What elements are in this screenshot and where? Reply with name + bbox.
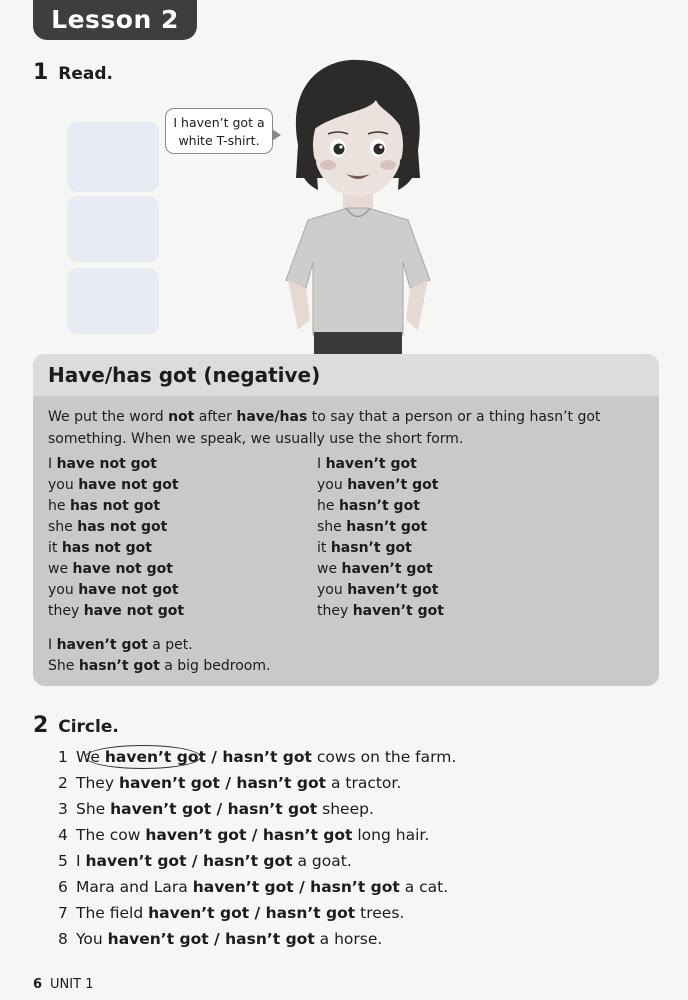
item-text: She xyxy=(76,800,111,818)
verb-form: have not got xyxy=(72,561,173,577)
option-separator: / xyxy=(205,748,223,766)
long-form-row xyxy=(48,475,184,496)
item-text: We xyxy=(76,748,105,766)
example-text: a pet. xyxy=(147,637,193,653)
short-form-row xyxy=(317,496,444,517)
example-text: I xyxy=(48,637,57,653)
verb-form: hasn’t got xyxy=(338,498,420,514)
pronoun: I xyxy=(317,456,322,472)
exercise-item xyxy=(58,900,456,926)
verb-form: have not got xyxy=(83,603,185,619)
pronoun: you xyxy=(48,582,74,598)
item-number: 3 xyxy=(58,800,68,818)
example-text: She xyxy=(48,658,79,674)
exercise-item xyxy=(58,926,456,952)
exercise-item xyxy=(58,744,456,770)
intro-part: after xyxy=(194,409,237,425)
option-2[interactable]: hasn’t got xyxy=(202,852,293,870)
long-form-row xyxy=(48,559,184,580)
bleed-through-box xyxy=(67,268,159,334)
grammar-box xyxy=(33,354,659,686)
verb-form: haven’t got xyxy=(341,561,433,577)
option-1[interactable]: haven’t got xyxy=(118,774,220,792)
section-instruction: Circle. xyxy=(58,717,119,737)
option-1[interactable]: haven’t got xyxy=(145,826,247,844)
item-text: cows on the farm. xyxy=(311,748,457,766)
option-2[interactable]: hasn’t got xyxy=(225,930,315,948)
exercise-list xyxy=(58,744,456,952)
verb-form: hasn’t got xyxy=(346,519,428,535)
bleed-through-box xyxy=(67,196,159,262)
example-verb: hasn’t got xyxy=(78,658,160,674)
girl-illustration xyxy=(258,50,448,355)
option-1[interactable]: haven’t got xyxy=(192,878,294,896)
option-1[interactable]: haven’t got xyxy=(107,930,209,948)
pronoun: we xyxy=(48,561,69,577)
intro-part: to say that a person or a thing hasn’t got something. When we speak, we usually use the short form. xyxy=(48,409,601,447)
verb-form: haven’t got xyxy=(347,477,439,493)
pronoun: she xyxy=(317,519,342,535)
pronoun: it xyxy=(48,540,58,556)
item-number: 8 xyxy=(58,930,68,948)
verb-form: has not got xyxy=(61,540,152,556)
pronoun: I xyxy=(48,456,53,472)
item-text: They xyxy=(76,774,119,792)
item-text: sheep. xyxy=(317,800,374,818)
item-text: Mara and Lara xyxy=(76,878,193,896)
option-2[interactable]: hasn’t got xyxy=(265,904,356,922)
option-separator: / xyxy=(246,826,263,844)
section-2-heading xyxy=(33,713,119,738)
example-text: a big bedroom. xyxy=(159,658,271,674)
long-forms-column xyxy=(48,454,184,622)
item-text: The cow xyxy=(76,826,146,844)
item-text: trees. xyxy=(355,904,405,922)
long-form-row xyxy=(48,538,184,559)
page-number: 6 xyxy=(33,977,43,992)
item-text: a goat. xyxy=(292,852,352,870)
long-form-row xyxy=(48,601,184,622)
section-number: 2 xyxy=(33,713,49,738)
option-2[interactable]: hasn’t got xyxy=(222,748,312,766)
item-text: long hair. xyxy=(352,826,430,844)
intro-part: not xyxy=(168,409,195,425)
option-separator: / xyxy=(186,852,203,870)
verb-form: haven’t got xyxy=(347,582,439,598)
item-number: 7 xyxy=(58,904,68,922)
item-number: 5 xyxy=(58,852,68,870)
grammar-intro xyxy=(48,406,648,450)
pronoun: he xyxy=(48,498,66,514)
verb-form: has not got xyxy=(77,519,168,535)
item-text: a cat. xyxy=(399,878,449,896)
item-number: 4 xyxy=(58,826,68,844)
unit-label: UNIT 1 xyxy=(50,977,94,992)
example-verb: haven’t got xyxy=(56,637,148,653)
section-instruction: Read. xyxy=(58,64,113,84)
grammar-examples xyxy=(48,635,270,677)
long-form-row xyxy=(48,517,184,538)
exercise-item xyxy=(58,874,456,900)
item-text: I xyxy=(76,852,86,870)
verb-form: have not got xyxy=(78,477,179,493)
long-form-row xyxy=(48,580,184,601)
speech-bubble: I haven’t got a white T-shirt. xyxy=(165,108,273,154)
short-form-row xyxy=(317,454,444,475)
short-form-row xyxy=(317,580,444,601)
lesson-tab: Lesson 2 xyxy=(33,0,197,40)
pronoun: she xyxy=(48,519,73,535)
intro-part: have/has xyxy=(236,409,308,425)
section-number: 1 xyxy=(33,60,49,85)
verb-form: have not got xyxy=(78,582,179,598)
option-1[interactable]: haven’t got xyxy=(85,852,187,870)
exercise-item xyxy=(58,796,456,822)
item-number: 2 xyxy=(58,774,68,792)
short-form-row xyxy=(317,559,444,580)
verb-form: haven’t got xyxy=(325,456,417,472)
section-1-heading xyxy=(33,60,113,85)
option-separator: / xyxy=(219,774,237,792)
pronoun: you xyxy=(317,582,343,598)
item-text: a tractor. xyxy=(326,774,402,792)
intro-part: We put the word xyxy=(48,409,169,425)
exercise-item xyxy=(58,848,456,874)
verb-form: have not got xyxy=(56,456,157,472)
example-sentence xyxy=(48,635,270,656)
option-1[interactable]: haven’t got xyxy=(110,800,212,818)
pronoun: we xyxy=(317,561,338,577)
short-form-row xyxy=(317,538,444,559)
short-form-row xyxy=(317,517,444,538)
long-form-row xyxy=(48,454,184,475)
pronoun: he xyxy=(317,498,335,514)
pronoun: it xyxy=(317,540,327,556)
option-separator: / xyxy=(249,904,266,922)
item-text: You xyxy=(76,930,108,948)
example-sentence xyxy=(48,656,270,677)
item-number: 1 xyxy=(58,748,68,766)
item-number: 6 xyxy=(58,878,68,896)
option-2[interactable]: hasn’t got xyxy=(236,774,327,792)
pronoun: they xyxy=(317,603,349,619)
short-form-row xyxy=(317,475,444,496)
verb-form: hasn’t got xyxy=(330,540,412,556)
option-2[interactable]: hasn’t got xyxy=(310,878,400,896)
long-form-row xyxy=(48,496,184,517)
item-text: a horse. xyxy=(314,930,383,948)
option-separator: / xyxy=(208,930,226,948)
option-separator: / xyxy=(211,800,228,818)
option-1[interactable]: haven’t got xyxy=(104,748,206,766)
item-text: The field xyxy=(76,904,149,922)
circled-answer-mark xyxy=(85,745,201,769)
pronoun: they xyxy=(48,603,80,619)
short-form-row xyxy=(317,601,444,622)
option-2[interactable]: hasn’t got xyxy=(227,800,318,818)
short-forms-column xyxy=(317,454,444,622)
verb-form: haven’t got xyxy=(352,603,444,619)
pronoun: you xyxy=(317,477,343,493)
exercise-item xyxy=(58,822,456,848)
pronoun: you xyxy=(48,477,74,493)
option-2[interactable]: hasn’t got xyxy=(262,826,353,844)
option-separator: / xyxy=(293,878,311,896)
exercise-item xyxy=(58,770,456,796)
page-footer xyxy=(33,977,93,992)
bleed-through-box xyxy=(67,122,159,192)
option-1[interactable]: haven’t got xyxy=(148,904,250,922)
grammar-title: Have/has got (negative) xyxy=(33,354,659,396)
verb-form: has not got xyxy=(69,498,161,514)
